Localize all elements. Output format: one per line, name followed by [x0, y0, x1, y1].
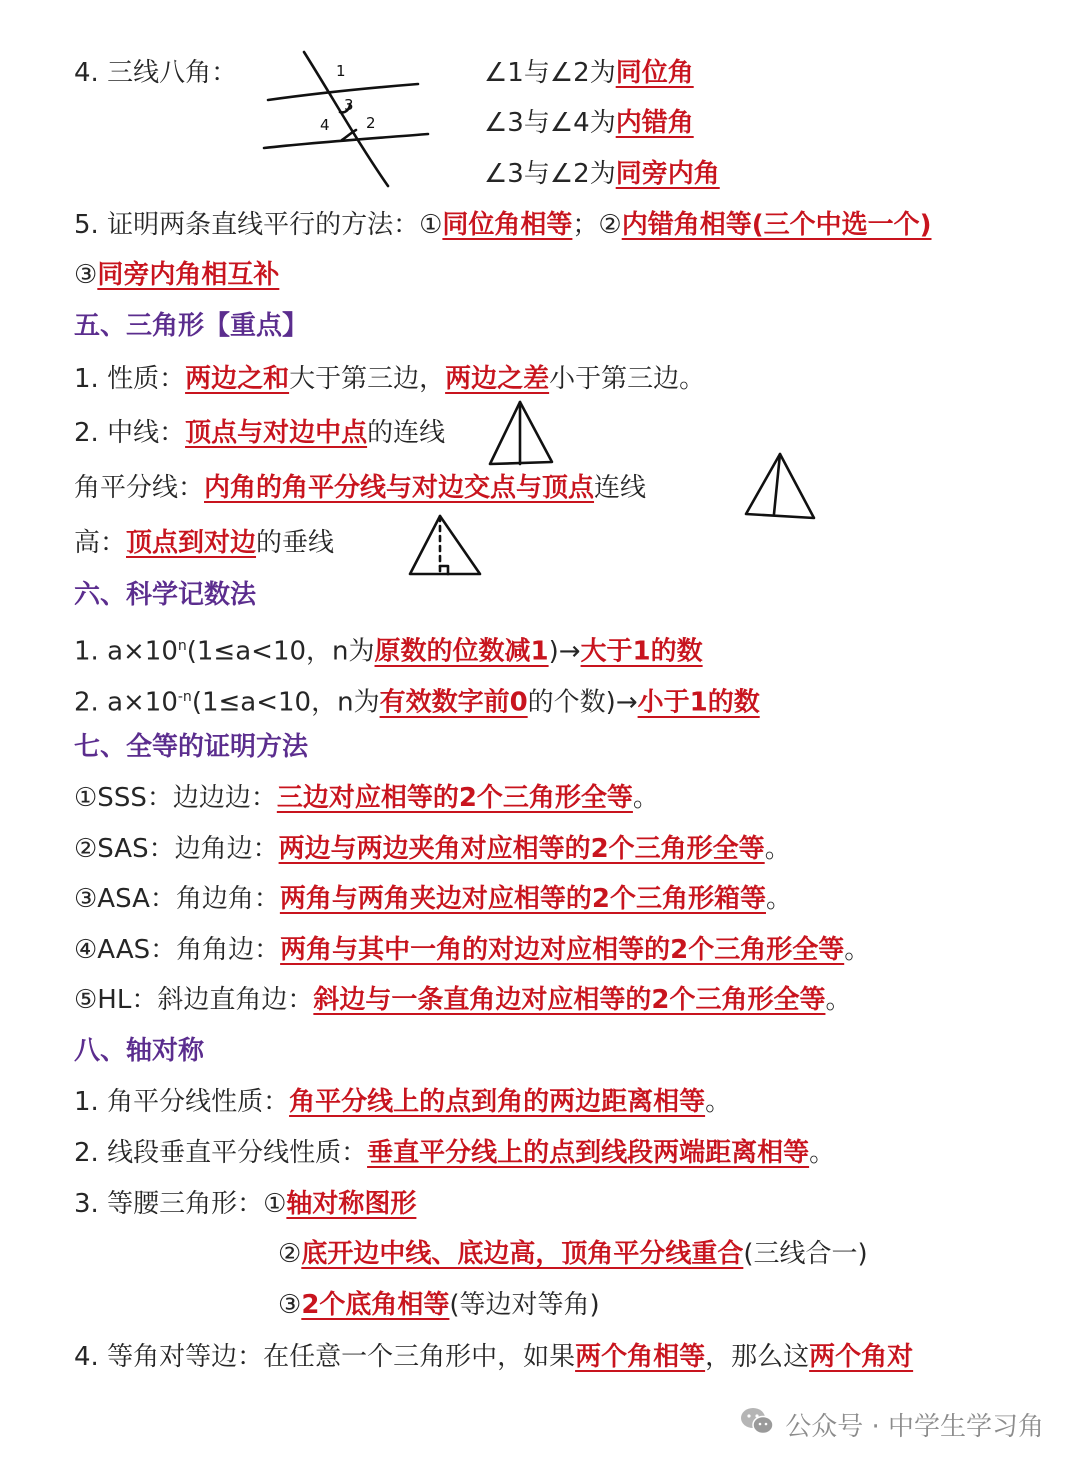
s5-line-1: 5. 证明两条直线平行的方法：①同位角相等；②内错角相等(三个中选一个): [74, 210, 932, 240]
median-triangle-figure: [484, 398, 564, 473]
equal-angles-equal-sides: 4. 等角对等边：在任意一个三角形中，如果两个角相等，那么这两个角对: [74, 1342, 914, 1372]
triangle-altitude: 高：顶点到对边的垂线: [74, 528, 335, 558]
s4-row-2: ∠3与∠4为内错角: [484, 108, 694, 138]
s5-line-2: ③同旁内角相互补: [74, 260, 280, 290]
footer-watermark: [739, 1406, 1044, 1443]
isosceles-triangle-3: ③2个底角相等(等边对等角): [278, 1290, 600, 1320]
altitude-triangle-figure: [404, 510, 488, 582]
sci-notation-large: 1. $a\times 10^n(1\le a<10$，n为原数的位数减1)→大于1的数: [74, 636, 703, 667]
triangle-median: 2. 中线：顶点与对边中点的连线: [74, 418, 446, 448]
section-heading-8: 八、轴对称: [74, 1036, 205, 1066]
angle-2-label: 2: [366, 114, 376, 132]
wechat-icon: [739, 1406, 775, 1443]
congruence-sss: ①SSS：边边边：三边对应相等的2个三角形全等。: [74, 783, 659, 813]
congruence-aas: ④AAS：角角边：两角与其中一角的对边对应相等的2个三角形全等。: [74, 935, 871, 965]
s4-row-1: ∠1与∠2为同位角: [484, 58, 694, 88]
angle-4-label: 4: [320, 116, 330, 134]
axis-perpendicular-bisector-property: 2. 线段垂直平分线性质：垂直平分线上的点到线段两端距离相等。: [74, 1138, 836, 1168]
axis-angle-bisector-property: 1. 角平分线性质：角平分线上的点到角的两边距离相等。: [74, 1087, 732, 1117]
footer-text: 公众号 · 中学生学习角: [785, 1412, 1044, 1442]
triangle-angle-bisector: 角平分线：内角的角平分线与对边交点与顶点连线: [74, 473, 647, 503]
congruence-hl: ⑤HL：斜边直角边：斜边与一条直角边对应相等的2个三角形全等。: [74, 985, 852, 1015]
congruence-asa: ③ASA：角边角：两角与两角夹边对应相等的2个三角形箱等。: [74, 884, 792, 914]
sci-notation-small: 2. $a\times 10^{-n}(1\le a<10$，n为有效数字前0的个数)→小于1的数: [74, 687, 760, 718]
triangle-property: 1. 性质：两边之和大于第三边，两边之差小于第三边。: [74, 364, 706, 394]
angle-bisector-triangle-figure: [740, 450, 820, 525]
section-heading-6: 六、科学记数法: [74, 580, 257, 610]
angle-3-label: 3: [344, 96, 354, 114]
three-lines-eight-angles-figure: [258, 48, 438, 193]
isosceles-triangle-1: 3. 等腰三角形：①轴对称图形: [74, 1189, 417, 1219]
isosceles-triangle-2: ②底开边中线、底边高，顶角平分线重合(三线合一): [278, 1239, 868, 1269]
section-heading-7: 七、全等的证明方法: [74, 732, 309, 762]
section-heading-5: 五、三角形【重点】: [74, 311, 309, 341]
congruence-sas: ②SAS：边角边：两边与两边夹角对应相等的2个三角形全等。: [74, 834, 791, 864]
s4-label: 4. 三线八角：: [74, 58, 238, 88]
s4-row-3: ∠3与∠2为同旁内角: [484, 159, 720, 189]
angle-1-label: 1: [336, 62, 346, 80]
